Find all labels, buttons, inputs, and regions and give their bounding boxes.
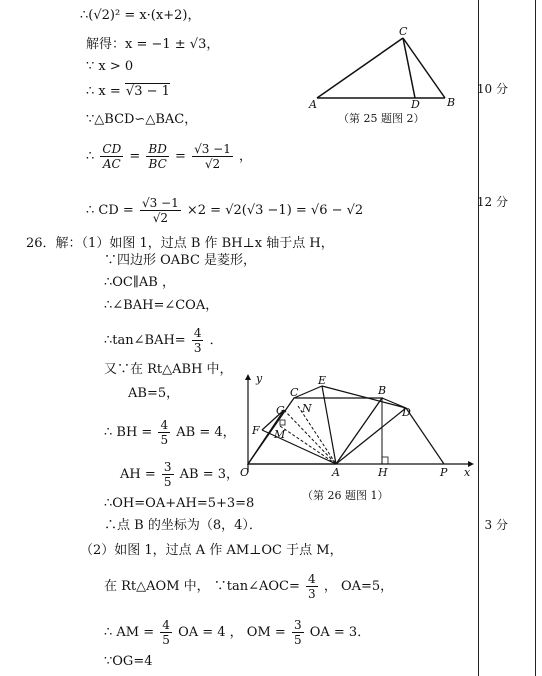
fraction-cd-ac: $\frac{CD}{AC}$ [102, 142, 122, 171]
fig26-label-y: y [256, 372, 263, 385]
fraction-3-5: $\frac{3}{5}$ [163, 460, 172, 489]
fraction-bd-bc: $\frac{BD}{BC}$ [148, 142, 167, 171]
eq-line-4-value: √3 − 1 [125, 84, 170, 99]
fig26-label-h: H [378, 466, 388, 479]
equals-sign: = [175, 149, 186, 164]
oa-value: ， OA=5， [323, 579, 394, 594]
bh-result: AB = 4， [176, 425, 236, 440]
ah-prefix: AH = [120, 467, 156, 482]
eq-line-5: ∵△BCD∽△BAC， [86, 112, 198, 127]
eq-line-2: 解得：x = −1 ± √3， [86, 37, 220, 52]
fig26-label-e: E [318, 374, 327, 387]
problem-26-start: 26．解：（1）如图 1，过点 B 作 BH⊥x 轴于点 H， [26, 236, 334, 251]
fig25-label-c: C [399, 26, 408, 38]
right-border [535, 0, 536, 676]
sol-line-18: ∴点 B 的坐标为（8，4）． [104, 518, 262, 533]
fraction-sqrt: $\frac{√3 -1}{√2}$ [194, 142, 231, 171]
sol-line-13: 又∵在 Rt△ABH 中， [104, 362, 233, 377]
fig25-label-a: A [309, 98, 317, 111]
am-prefix: ∴ AM = [104, 625, 155, 640]
cd-result: ×2 = √2(√3 −1) = √6 − √2 [186, 203, 364, 218]
fig26-label-p: P [440, 466, 448, 479]
figure-26-diagram [232, 372, 476, 484]
sol-line-22: ∵OG=4 [104, 654, 153, 669]
equals-sign: = [129, 149, 141, 164]
sol-line-9: ∵四边形 OABC 是菱形， [104, 253, 257, 268]
eq-line-4-prefix: ∴ x = [86, 84, 125, 99]
tan-bah: ∴tan∠BAH= [104, 333, 186, 348]
eq-line-7 [86, 196, 363, 225]
eq-line-4 [86, 84, 170, 100]
fraction-4-3: $\frac{4}{3}$ [193, 326, 202, 355]
tan-aoc: 在 Rt△AOM 中， ∵tan∠AOC= [104, 579, 300, 594]
eq-line-6 [86, 142, 252, 171]
fig25-label-d: D [411, 98, 420, 111]
fig26-label-o: O [240, 466, 250, 479]
sol-line-14: AB=5， [128, 386, 180, 401]
period: ． [209, 333, 223, 348]
fig26-label-f: F [252, 424, 260, 437]
sol-line-10: ∴OC∥AB ， [104, 275, 175, 290]
fig26-label-g: G [276, 404, 285, 417]
fig26-label-m: M [274, 428, 286, 441]
score-column-divider [478, 0, 479, 676]
sol-line-19: （2）如图 1，过点 A 作 AM⊥OC 于点 M， [80, 543, 343, 558]
fig26-label-a: A [332, 466, 340, 479]
bh-prefix: ∴ BH = [104, 425, 153, 440]
fig26-label-d: D [402, 406, 411, 419]
therefore-symbol: ∴ [86, 149, 95, 164]
fig26-label-n: N [302, 402, 312, 415]
fraction-sqrt-2: $\frac{√3 -1}{√2}$ [141, 196, 179, 225]
am-om: OA = 4 ， OM = [178, 625, 286, 640]
sol-line-20 [104, 572, 393, 601]
sol-line-17: ∴OH=OA+AH=5+3=8 [104, 496, 255, 511]
sol-line-21 [104, 618, 370, 647]
figure-26-caption: （第 26 题图 1） [302, 489, 389, 502]
fraction-4-3-b: $\frac{4}{3}$ [308, 572, 316, 601]
om-result: OA = 3． [309, 625, 371, 640]
sol-line-12 [104, 326, 223, 355]
sol-line-16 [120, 460, 239, 489]
cd-prefix: ∴ CD = [86, 203, 134, 218]
score-12: 12 分 [476, 195, 508, 209]
sol-line-15 [104, 418, 236, 447]
fig25-label-b: B [447, 96, 456, 109]
fraction-4-5: $\frac{4}{5}$ [160, 418, 169, 447]
eq-line-3: ∵ x > 0 [86, 59, 134, 74]
score-10: 10 分 [476, 82, 508, 96]
fraction-4-5-b: $\frac{4}{5}$ [162, 618, 170, 647]
fig26-label-x: x [464, 466, 471, 479]
ah-result: AB = 3， [179, 467, 240, 482]
score-3: 3 分 [484, 518, 508, 532]
fig26-label-c: C [290, 386, 299, 399]
sol-line-11: ∴∠BAH=∠COA， [104, 298, 219, 313]
eq-line-1: ∴(√2)² = x·(x+2)， [80, 8, 201, 23]
fig26-label-b: B [378, 384, 387, 397]
fraction-3-5-b: $\frac{3}{5}$ [293, 618, 302, 647]
figure-25-diagram [305, 26, 465, 111]
comma: ， [239, 149, 253, 164]
figure-25-caption: （第 25 题图 2） [338, 112, 425, 125]
